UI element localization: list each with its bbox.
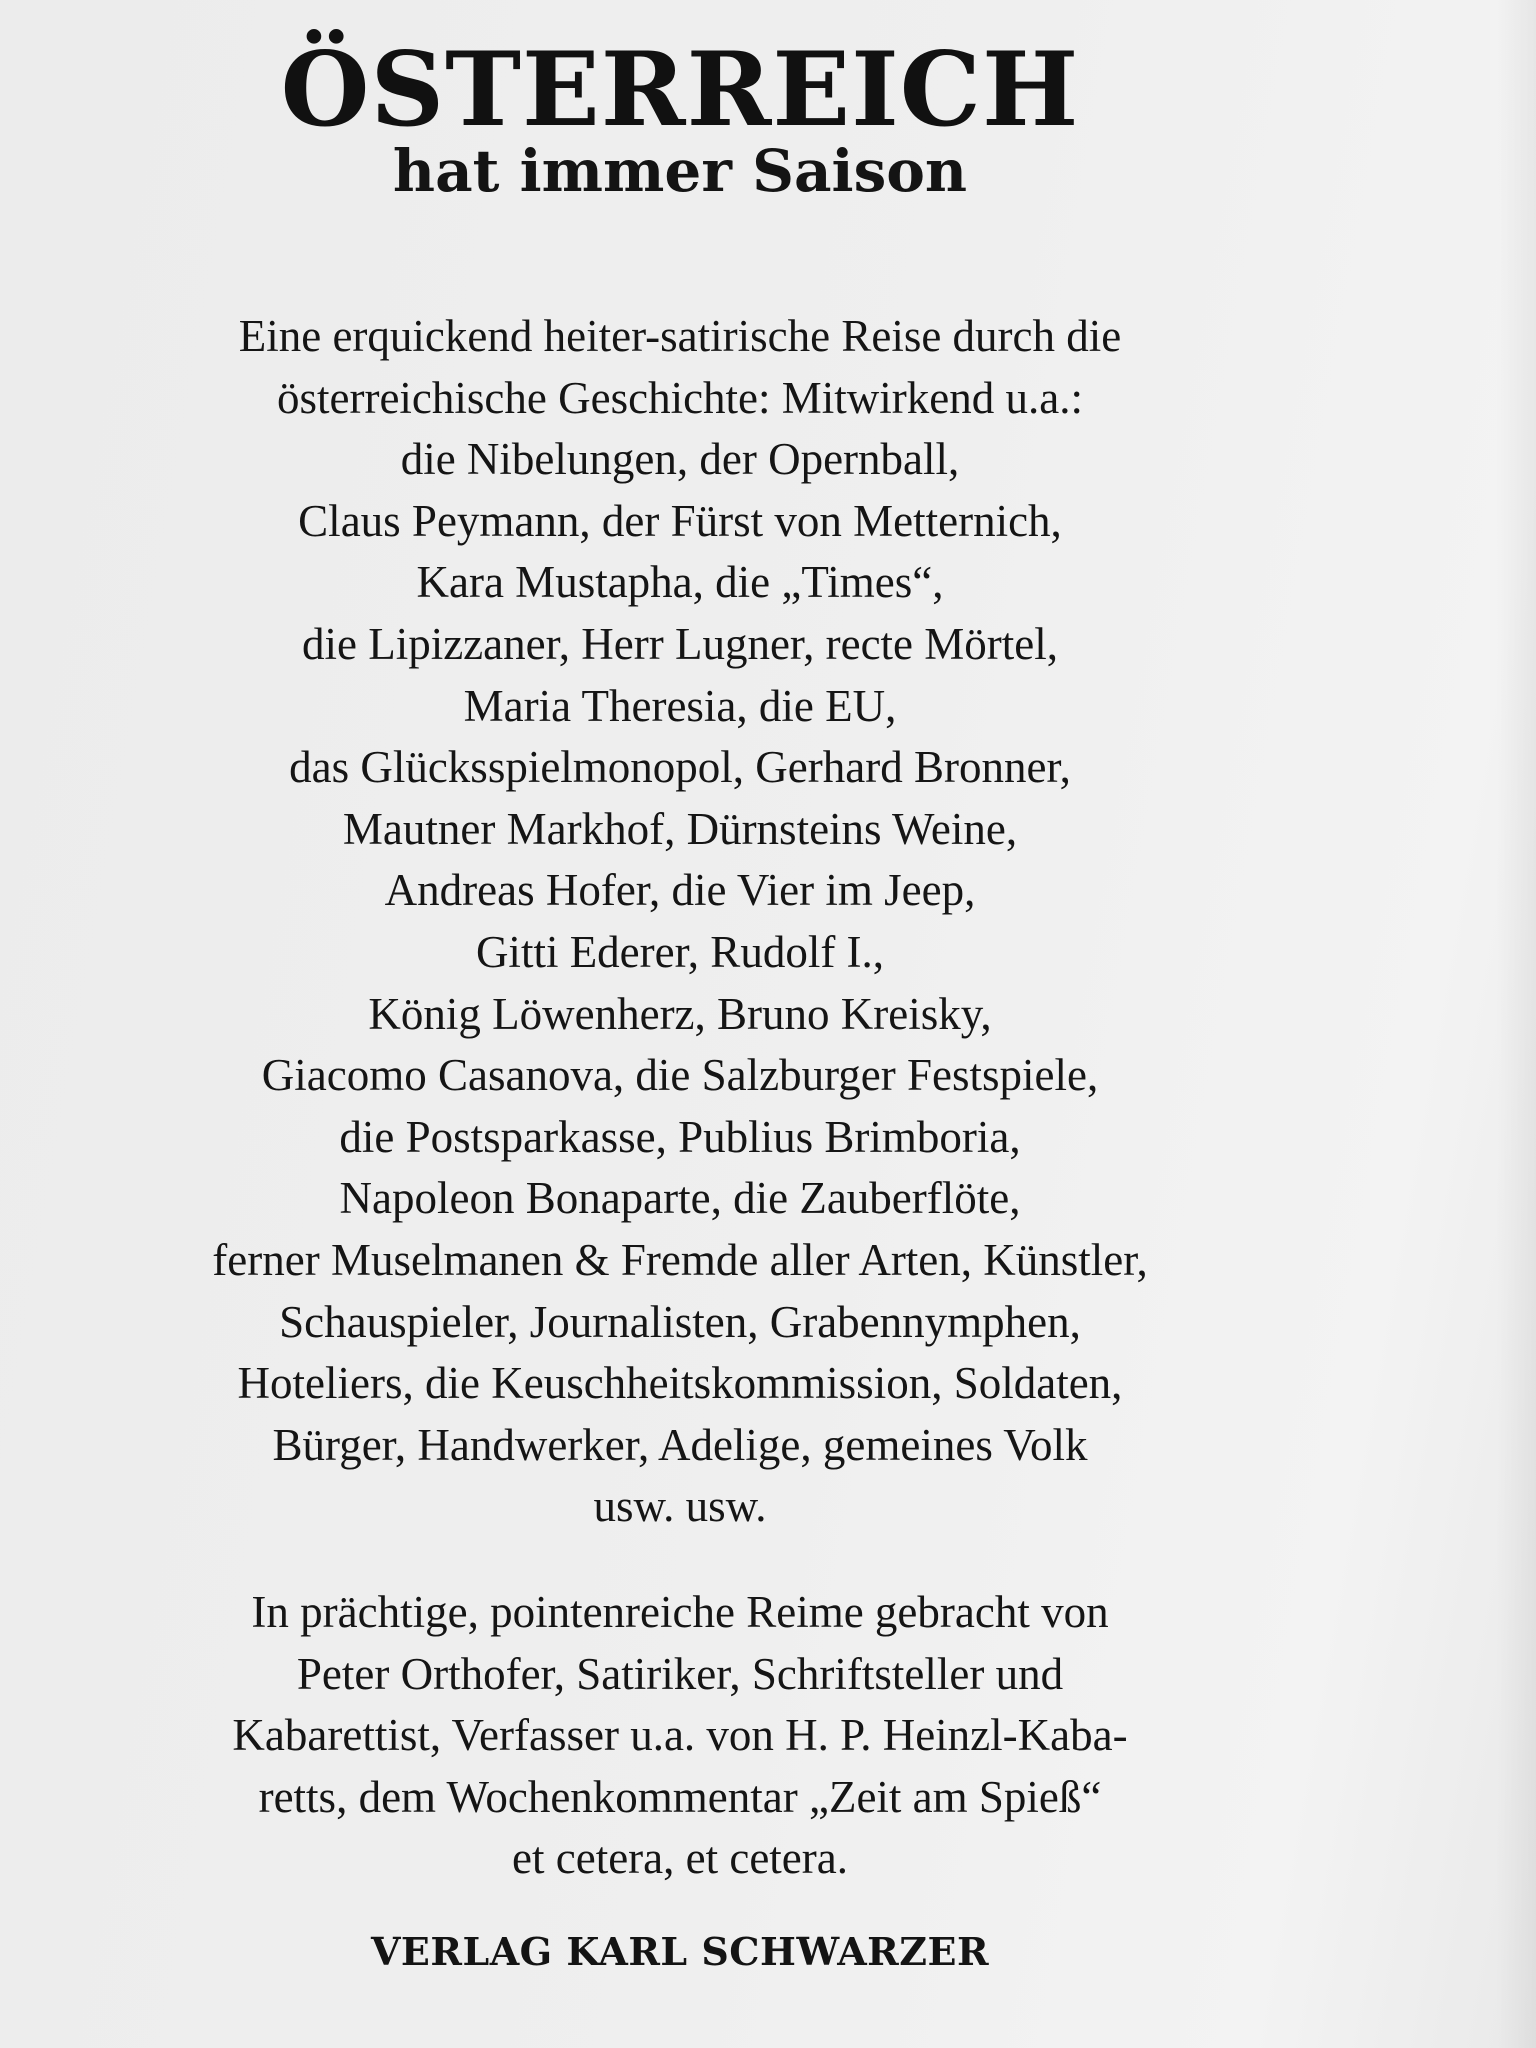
description-line: König Löwenherz, Bruno Kreisky, [368,988,992,1039]
author-paragraph [0,1582,1360,1890]
description-line: Kara Mustapha, die „Times“, [416,557,944,608]
description-line: die Lipizzaner, Herr Lugner, recte Mörtel, [301,618,1058,669]
book-subtitle: hat immer Saison [392,137,968,205]
author-line: Kabarettist, Verfasser u.a. von H. P. Heinzl-Kaba- [232,1710,1128,1761]
description-line: Hoteliers, die Keuschheitskommission, Soldaten, [237,1358,1123,1409]
description-line: Andreas Hofer, die Vier im Jeep, [384,865,976,916]
description-line: Eine erquickend heiter-satirische Reise durch die [238,311,1122,361]
author-line: et cetera, et cetera. [512,1833,848,1884]
description-line: Schauspieler, Journalisten, Grabennymphen, [279,1296,1081,1347]
author-line: In prächtige, pointenreiche Reime gebracht von [251,1587,1109,1637]
description-line: Bürger, Handwerker, Adelige, gemeines Volk [272,1419,1088,1470]
description-line: ferner Muselmanen & Fremde aller Arten, Künstler, [212,1234,1148,1285]
book-title: ÖSTERREICH [280,30,1080,150]
page-edge-shadow [1496,0,1536,2048]
description-paragraph [0,306,1360,1538]
description-line: die Nibelungen, der Opernball, [400,434,960,485]
description-line: Maria Theresia, die EU, [463,680,897,731]
author-line: Peter Orthofer, Satiriker, Schriftsteller und [296,1648,1064,1699]
description-line: usw. usw. [593,1481,767,1532]
description-line: Gitti Ederer, Rudolf I., [475,926,885,977]
description-line: Giacomo Casanova, die Salzburger Festspiele, [261,1050,1099,1101]
author-line: retts, dem Wochenkommentar „Zeit am Spieß“ [258,1771,1102,1822]
description-line: Claus Peymann, der Fürst von Metternich, [298,495,1062,546]
description-line: österreichische Geschichte: Mitwirkend u.a.: [277,372,1083,423]
description-line: das Glücksspielmonopol, Gerhard Bronner, [289,742,1071,793]
description-line: Napoleon Bonaparte, die Zauberflöte, [339,1173,1021,1224]
publisher-name: VERLAG KARL SCHWARZER [370,1929,990,1974]
description-line: die Postsparkasse, Publius Brimboria, [339,1111,1021,1162]
description-line: Mautner Markhof, Dürnsteins Weine, [342,803,1018,854]
